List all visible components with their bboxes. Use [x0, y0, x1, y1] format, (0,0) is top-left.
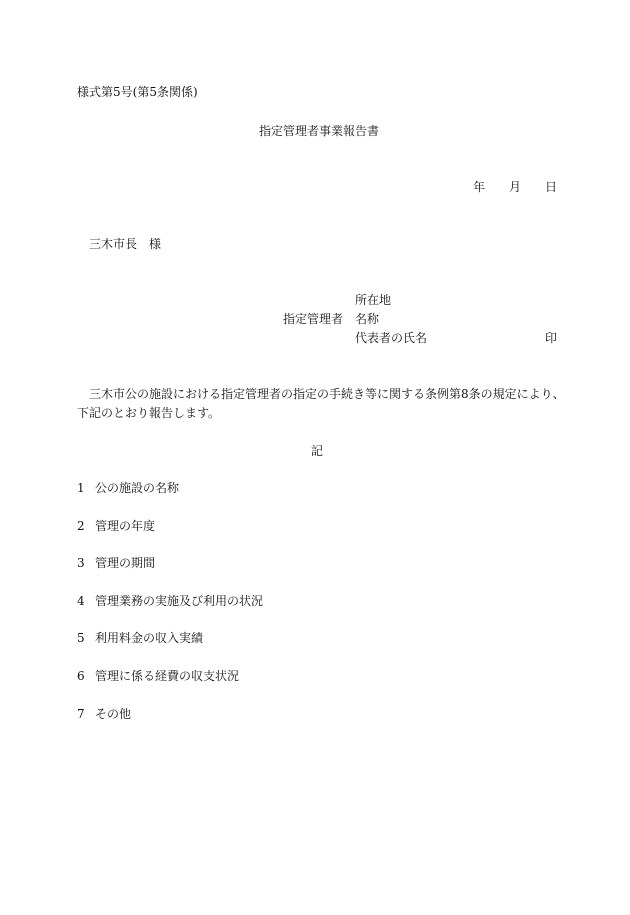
item-number: 3	[77, 556, 85, 570]
item-label: 管理に係る経費の収支状況	[95, 669, 240, 683]
item-number: 6	[77, 669, 85, 683]
form-number: 様式第5号(第5条関係)	[77, 85, 198, 99]
seal-mark: 印	[545, 331, 558, 345]
reporter-role: 指定管理者	[283, 312, 344, 326]
reporter-name-label: 名称	[355, 312, 380, 326]
body-line-1: 三木市公の施設における指定管理者の指定の手続き等に関する条例第8条の規定により、	[89, 387, 565, 401]
body-line-2: 下記のとおり報告します。	[77, 406, 221, 420]
date-day-label: 日	[545, 180, 558, 194]
item-number: 2	[77, 519, 85, 533]
date-year-label: 年	[473, 180, 486, 194]
ki-heading: 記	[311, 444, 324, 458]
item-label: 管理の年度	[95, 519, 156, 533]
date-month-label: 月	[509, 180, 522, 194]
item-label: 管理の期間	[95, 556, 156, 570]
reporter-representative-label: 代表者の氏名	[355, 331, 428, 345]
item-label: その他	[95, 707, 132, 721]
addressee: 三木市長 様	[89, 237, 162, 251]
item-label: 利用料金の収入実績	[95, 631, 204, 645]
item-number: 4	[77, 594, 85, 608]
item-number: 7	[77, 707, 85, 721]
item-number: 1	[77, 481, 85, 495]
item-label: 管理業務の実施及び利用の状況	[95, 594, 264, 608]
item-label: 公の施設の名称	[95, 481, 180, 495]
item-number: 5	[77, 631, 85, 645]
document-title: 指定管理者事業報告書	[259, 124, 380, 138]
reporter-address-label: 所在地	[355, 293, 392, 307]
